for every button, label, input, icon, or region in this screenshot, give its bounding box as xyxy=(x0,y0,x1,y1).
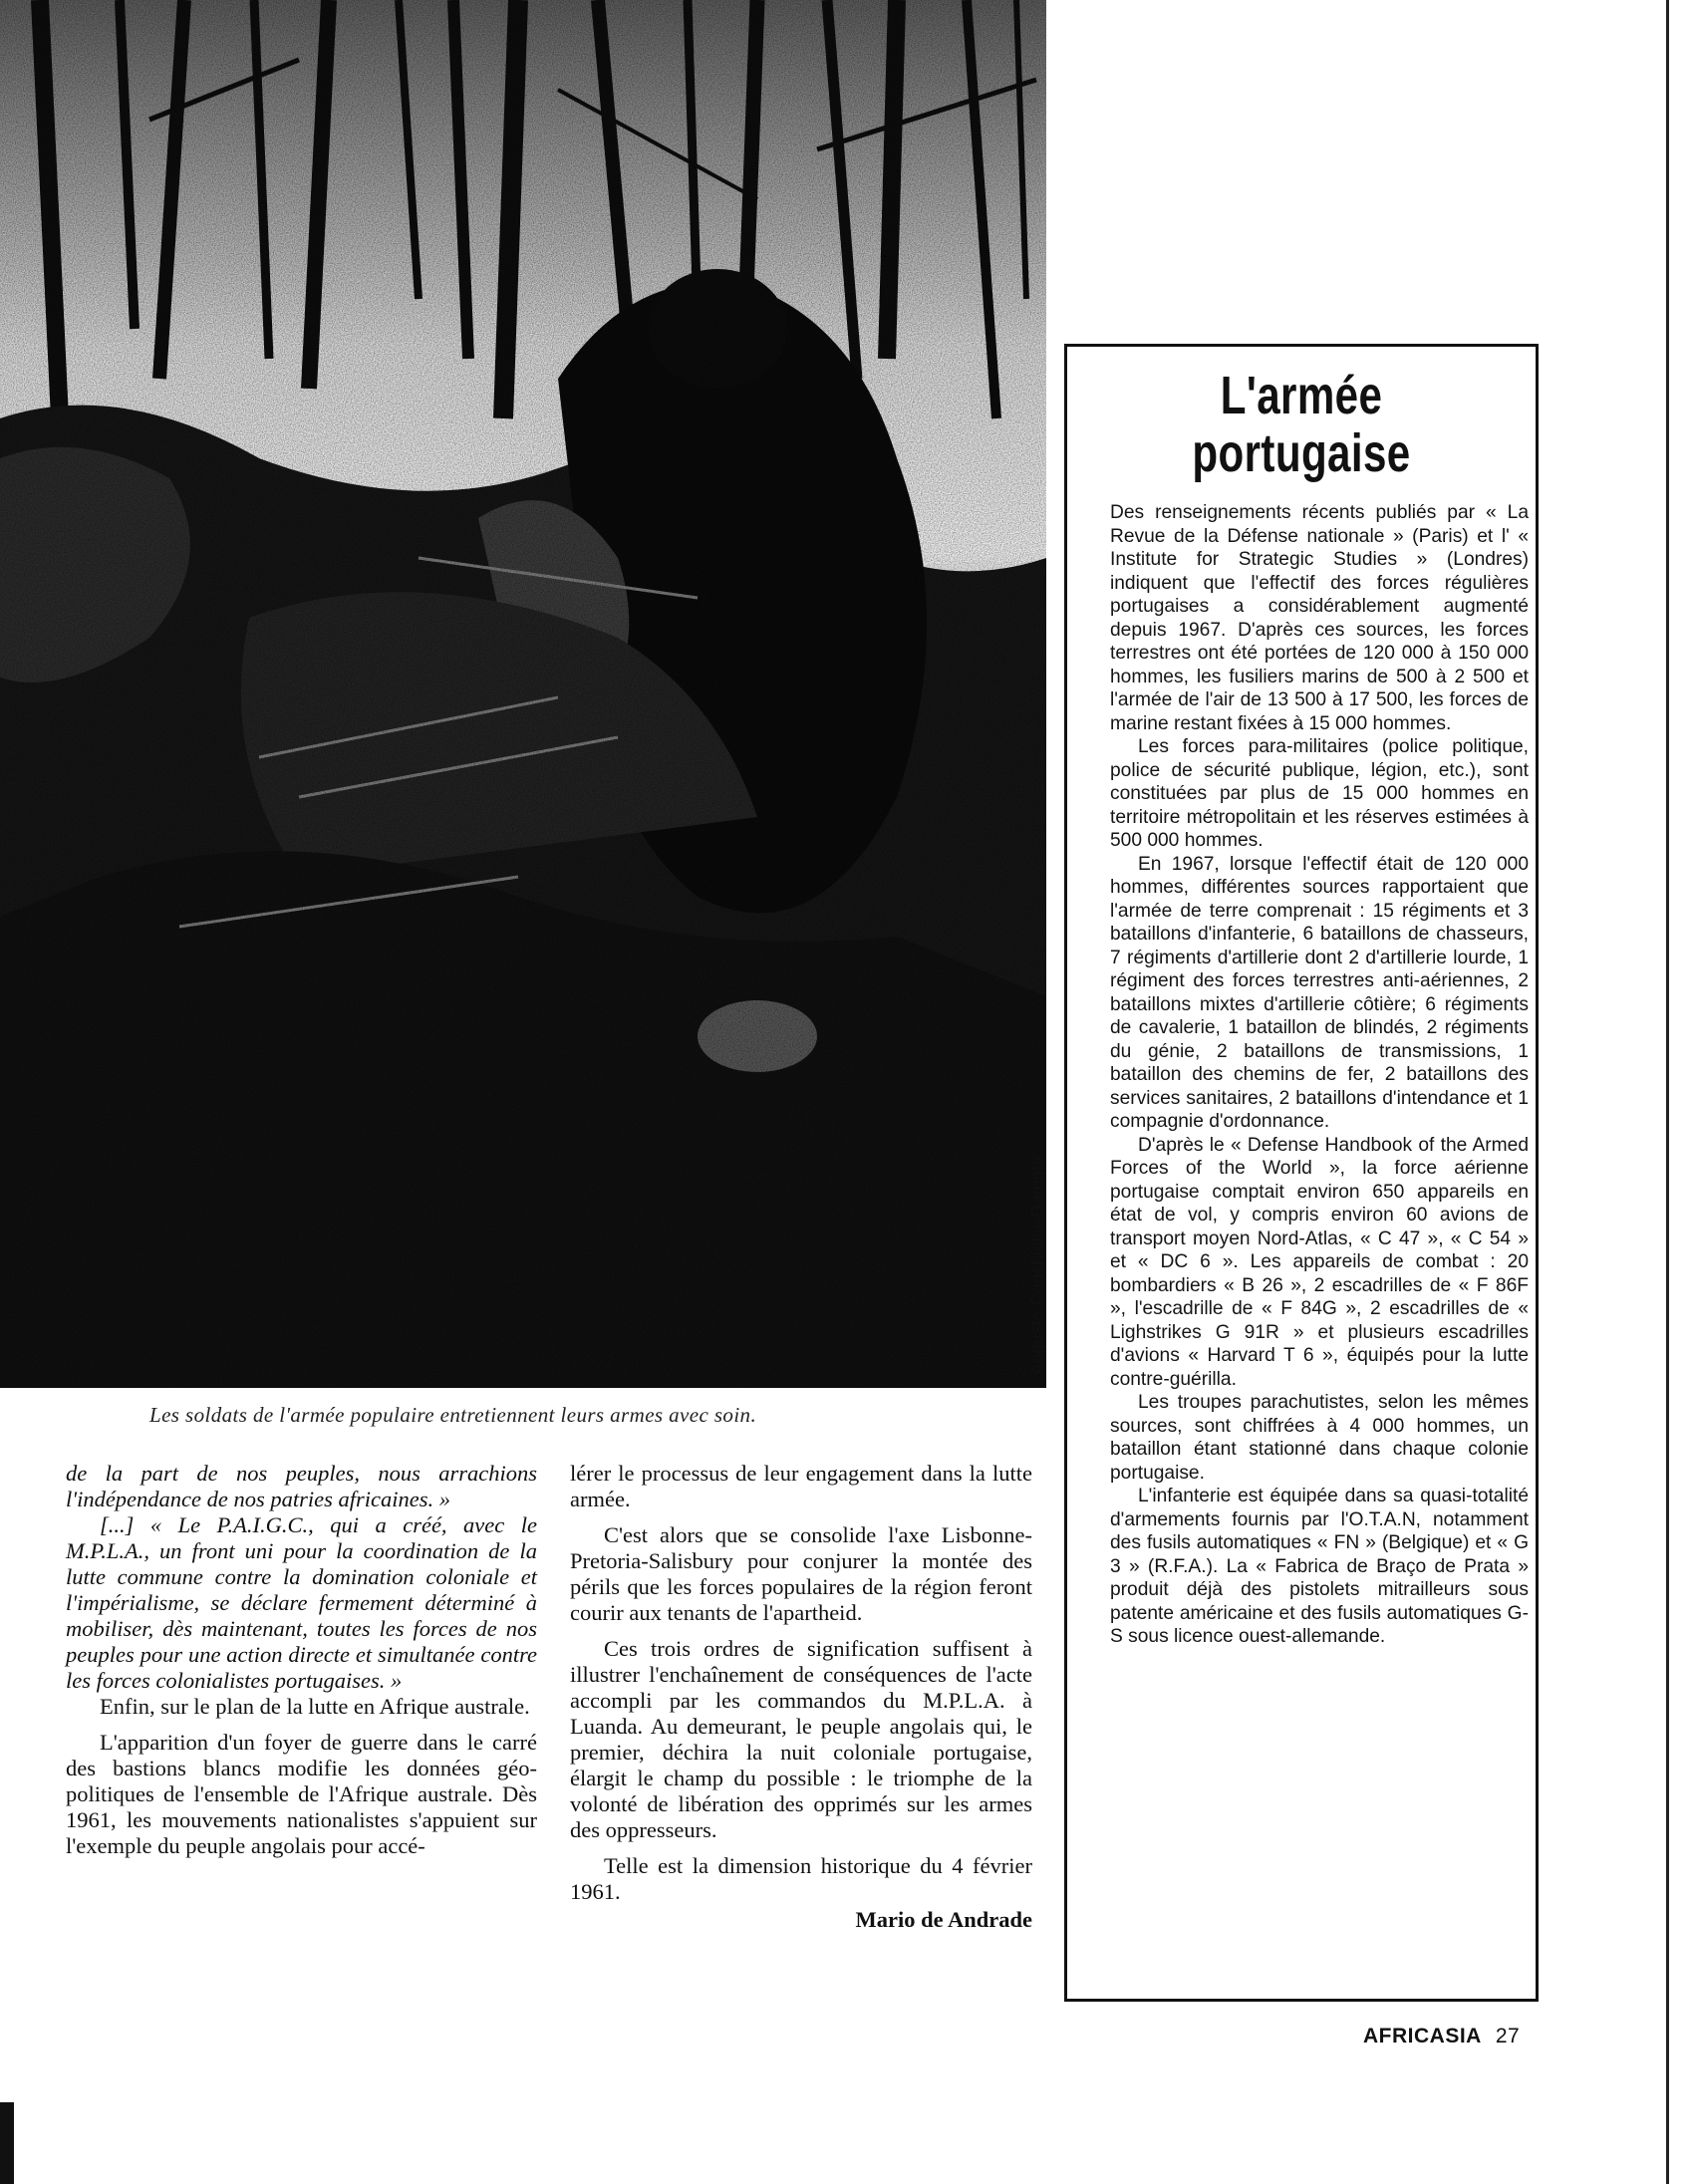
author-signature: Mario de Andrade xyxy=(855,1907,1032,1932)
paragraph: lérer le processus de leur engagement dans la lutte armée. xyxy=(570,1461,1032,1511)
sidebar-title-line: L'armée xyxy=(1220,366,1383,425)
paragraph: C'est alors que se consolide l'axe Lisbonne-Pretoria-Salisbury pour conjurer la montée des périls que les forces populaires de la région feront courir aux tenants de l'apartheid. xyxy=(570,1522,1032,1625)
sidebar-box xyxy=(1064,344,1539,2002)
paragraph: Ces trois ordres de signification suffisent à illustrer l'enchaînement de conséquences de l'acte accompli par les commandos du M.P.L.A. à Luanda. Au demeurant, le peuple angolais qui, le premier, déchira la nuit coloniale portugaise, élargit le champ du possible : le triomphe de la volonté de libération des opprimés sur les armes des oppresseurs. xyxy=(570,1636,1032,1842)
paragraph: de la part de nos peuples, nous arrachions l'indépendance de nos patries africaines. » xyxy=(66,1461,537,1511)
paragraph: [...] « Le P.A.I.G.C., qui a créé, avec le M.P.L.A., un front uni pour la coordination de la lutte commune contre la domination coloniale et l'impérialisme, se déclare fermement déterminé à mobiliser, dès maintenant, toutes les forces de nos peuples pour une action directe et simultanée contre les forces colonialistes portugaises. » xyxy=(66,1512,537,1693)
sidebar-paragraph: En 1967, lorsque l'effectif était de 120 000 hommes, différentes sources rapportaient que l'armée de terre comprenait : 15 régiments et 3 bataillons d'infanterie, 6 bataillons de chasseurs, 7 régiments d'artillerie dont 2 d'artillerie lourde, 1 régiment des forces terrestres anti-aériennes, 2 bataillons mixtes d'artillerie côtière; 6 régiments de cavalerie, 1 bataillon de blindés, 2 régiments du génie, 2 bataillons de transmissions, 1 bataillon des chemins de fer, 2 bataillons des services sanitaires, 2 bataillons d'intendance et 1 compagnie d'ordonnance. xyxy=(1110,853,1529,1132)
sidebar-paragraph: L'infanterie est équipée dans sa quasi-totalité d'armements fournis par l'O.T.A.N, notamment des fusils automatiques « FN » (Belgique) et « G 3 » (R.F.A.). La « Fabrica de Braço de Prata » produit déjà des pistolets mitrailleurs sous patente américaine et des fusils automatiques G-S sous licence ouest-allemande. xyxy=(1110,1486,1529,1647)
sidebar-paragraph: Les troupes parachutistes, selon les mêmes sources, sont chiffrées à 4 000 hommes, un bataillon étant stationné dans chaque colonie portugaise. xyxy=(1110,1392,1529,1484)
page-footer xyxy=(1363,2025,1520,2048)
sidebar-title xyxy=(1119,367,1485,482)
sidebar-body xyxy=(1110,501,1529,1649)
paragraph: Telle est la dimension historique du 4 février 1961. xyxy=(570,1853,1032,1904)
magazine-name: AFRICASIA xyxy=(1363,2025,1482,2048)
paragraph: L'apparition d'un foyer de guerre dans le carré des bastions blancs modifie les données géo-politiques de l'ensemble de l'Afrique australe. Dès 1961, les mouvements nationalistes s'appuient sur l'exemple du peuple angolais pour accé- xyxy=(66,1730,537,1858)
article-column-2 xyxy=(570,1461,1032,1933)
sidebar-paragraph: D'après le « Defense Handbook of the Armed Forces of the World », la force aérienne portugaise comptait environ 650 appareils en état de vol, y compris environ 60 avions de transport moyen Nord-Atlas, « C 47 », « C 54 » et « DC 6 ». Les appareils de combat : 20 bombardiers « B 26 », 2 escadrilles de « F 86F », l'escadrille de « F 84G », 2 escadrilles de « Lighstrikes G 91R » et plusieurs escadrilles d'avions « Harvard T 6 », équipés pour la lutte contre-guérilla. xyxy=(1110,1134,1529,1390)
paragraph: Enfin, sur le plan de la lutte en Afrique australe. xyxy=(100,1694,530,1719)
soldiers-photo xyxy=(0,0,1046,1388)
scan-edge-mark xyxy=(0,2102,14,2184)
sidebar-paragraph: Des renseignements récents publiés par « La Revue de la Défense nationale » (Paris) et l' « Institute for Strategic Studies » (Londres) indiquent que l'effectif des forces régulières portugaises a considérablement augmenté depuis 1967. D'après ces sources, les forces terrestres ont été portées de 120 000 à 150 000 hommes, les fusiliers marins de 500 à 2 500 et l'armée de l'air de 13 500 à 17 500, les forces de marine restant fixées à 15 000 hommes. xyxy=(1110,502,1529,734)
photo-caption: Les soldats de l'armée populaire entretiennent leurs armes avec soin. xyxy=(149,1403,757,1427)
article-column-1 xyxy=(66,1461,537,1859)
page-edge-divider xyxy=(1666,0,1669,2184)
sidebar-title-line: portugaise xyxy=(1192,423,1411,483)
photo-icon xyxy=(0,0,1046,1388)
photo-credit: Augusta Conchiglia-Gamma xyxy=(1027,1156,1046,1375)
page-number: 27 xyxy=(1495,2025,1521,2048)
sidebar-paragraph: Les forces para-militaires (police politique, police de sécurité publique, légion, etc.), sont constituées par plus de 15 000 hommes en territoire métropolitain et les réserves estimées à 500 000 hommes. xyxy=(1110,736,1529,851)
